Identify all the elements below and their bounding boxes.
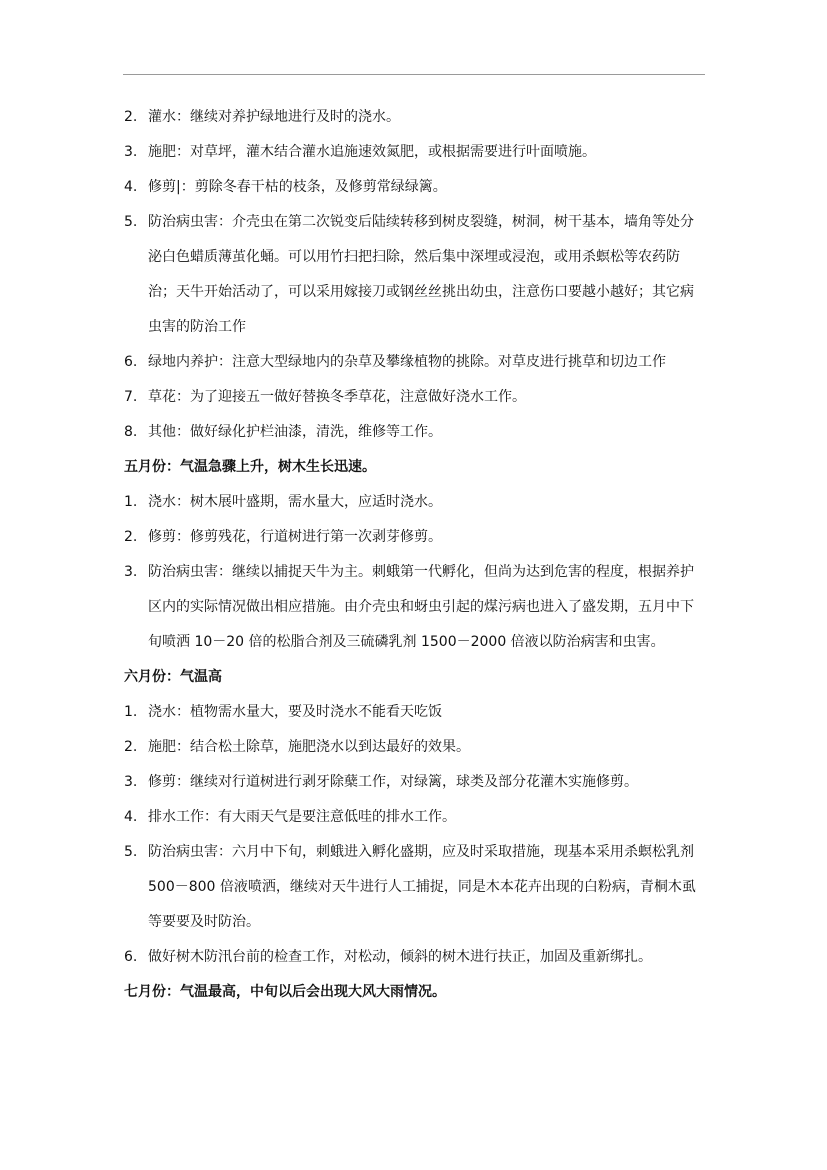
item-text: 草花：为了迎接五一做好替换冬季草花，注意做好浇水工作。 (148, 389, 526, 405)
item-text: 做好树木防汛台前的检查工作，对松动，倾斜的树木进行扶正，加固及重新绑扎。 (148, 949, 652, 965)
item-number: 2. (124, 739, 138, 755)
list-item (124, 135, 704, 170)
item-text: 防治病虫害：继续以捕捉天牛为主。刺蛾第一代孵化，但尚为达到危害的程度，根据养护区内的实际情况做出相应措施。由介壳虫和蚜虫引起的煤污病也进入了盛发期，五月中下旬喷洒 10－20 倍的松脂合剂及三硫磷乳剂 1500－2000 倍液以防治病害和虫害。 (148, 564, 694, 650)
list-item (124, 940, 704, 975)
item-number: 2. (124, 529, 138, 545)
item-text: 浇水：植物需水量大，要及时浇水不能看天吃饭 (148, 704, 442, 720)
item-number: 3. (124, 564, 138, 580)
item-number: 1. (124, 494, 138, 510)
item-number: 2. (124, 109, 138, 125)
list-item (124, 835, 704, 940)
item-number: 8. (124, 424, 138, 440)
list-item (124, 170, 704, 205)
section-heading-may: 五月份：气温急骤上升，树木生长迅速。 (124, 459, 376, 475)
item-text: 修剪：继续对行道树进行剥牙除蘖工作，对绿篱，球类及部分花灌木实施修剪。 (148, 774, 638, 790)
item-text: 施肥：结合松土除草，施肥浇水以到达最好的效果。 (148, 739, 470, 755)
list-item (124, 800, 704, 835)
item-text: 施肥：对草坪，灌木结合灌水追施速效氮肥，或根据需要进行叶面喷施。 (148, 144, 596, 160)
header-rule (123, 74, 705, 75)
item-number: 4. (124, 179, 138, 195)
section-heading-july: 七月份：气温最高，中旬以后会出现大风大雨情况。 (124, 984, 446, 1000)
item-text: 防治病虫害：介壳虫在第二次锐变后陆续转移到树皮裂缝，树洞，树干基本，墙角等处分泌白色蜡质薄茧化蛹。可以用竹扫把扫除，然后集中深埋或浸泡，或用杀螟松等农药防治；天牛开始活动了，可以采用嫁接刀或钢丝丝挑出幼虫，注意伤口要越小越好；其它病虫害的防治工作 (148, 214, 694, 335)
list-item (124, 555, 704, 660)
item-text: 修剪|：剪除冬春干枯的枝条，及修剪常绿绿篱。 (148, 179, 447, 195)
list-item (124, 205, 704, 345)
section-heading-june: 六月份：气温高 (124, 669, 222, 685)
item-number: 4. (124, 809, 138, 825)
list-item (124, 345, 704, 380)
item-text: 灌水：继续对养护绿地进行及时的浇水。 (148, 109, 400, 125)
list-item (124, 380, 704, 415)
item-number: 3. (124, 774, 138, 790)
item-number: 1. (124, 704, 138, 720)
item-text: 浇水：树木展叶盛期，需水量大，应适时浇水。 (148, 494, 442, 510)
list-item (124, 730, 704, 765)
document-body (124, 100, 704, 1010)
item-text: 排水工作：有大雨天气是要注意低哇的排水工作。 (148, 809, 456, 825)
item-text: 绿地内养护：注意大型绿地内的杂草及攀缘植物的挑除。对草皮进行挑草和切边工作 (148, 354, 666, 370)
list-item (124, 695, 704, 730)
item-number: 7. (124, 389, 138, 405)
list-item (124, 520, 704, 555)
item-text: 修剪：修剪残花，行道树进行第一次剥芽修剪。 (148, 529, 442, 545)
item-number: 6. (124, 949, 138, 965)
item-text: 防治病虫害：六月中下旬，刺蛾进入孵化盛期，应及时采取措施，现基本采用杀螟松乳剂 500－800 倍液喷洒，继续对天牛进行人工捕捉，同是木本花卉出现的白粉病，青桐木虱等要要及时防治。 (148, 844, 696, 930)
list-item (124, 765, 704, 800)
item-number: 6. (124, 354, 138, 370)
item-number: 5. (124, 214, 138, 230)
item-number: 5. (124, 844, 138, 860)
item-number: 3. (124, 144, 138, 160)
item-text: 其他：做好绿化护栏油漆，清洗，维修等工作。 (148, 424, 442, 440)
list-item (124, 100, 704, 135)
list-item (124, 485, 704, 520)
list-item (124, 415, 704, 450)
